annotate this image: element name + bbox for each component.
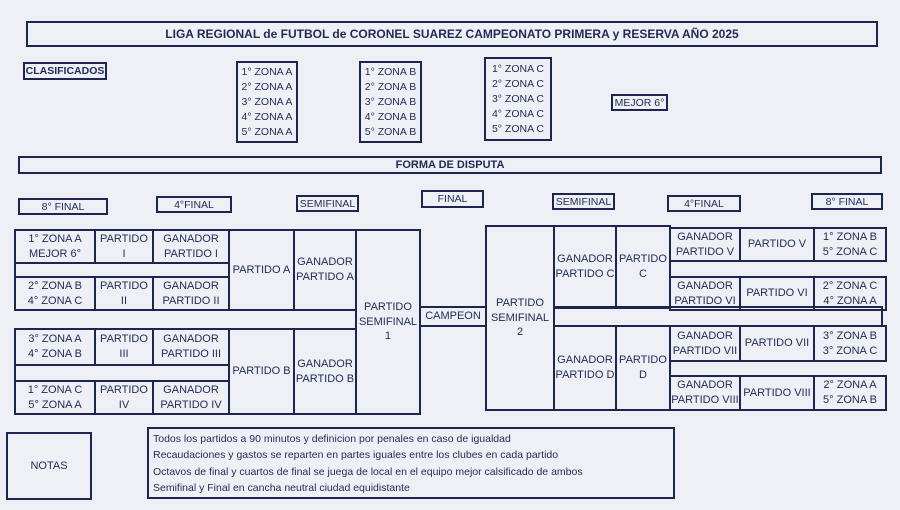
zona-a-item: 5° ZONA A [241,125,293,138]
ganador-label: GANADOR [163,279,219,292]
partido-number: C [639,268,647,280]
partido-number: II [120,294,128,307]
team-name: 3° ZONA A [28,333,82,346]
zona-a-list [236,61,298,143]
match-teams [14,229,96,264]
ganador-label: GANADOR [677,279,733,292]
partido-number: D [639,369,647,381]
page-title [26,21,878,47]
zona-b-item: 1° ZONA B [364,66,417,79]
partido-label: PARTIDO [100,232,148,245]
ganador-label: GANADOR [163,232,219,245]
ganador-partido-c [553,225,617,309]
ganador-label: GANADOR [297,357,353,370]
zona-c-list [484,57,552,141]
match-teams [813,375,887,411]
stage-label-text: 8° FINAL [41,200,85,213]
partido-label: PARTIDO [619,253,667,266]
semifinal-label: SEMIFINAL [358,315,418,328]
zona-c-item: 3° ZONA C [491,92,545,105]
partido-a-label: PARTIDO A [232,263,291,276]
team-name: 1° ZONA B [823,230,877,243]
zona-b-list [359,61,422,143]
match-teams [813,276,887,311]
ganador-ref: PARTIDO III [160,348,222,360]
team-name: 1° ZONA A [28,232,82,245]
partido-c [615,225,671,309]
partido-label: PARTIDO [100,383,148,396]
match-partido [94,229,154,264]
zona-c-item: 5° ZONA C [491,123,545,136]
ganador-ref: PARTIDO II [162,294,220,307]
partido-d [615,325,671,411]
partido-number: I [122,247,126,260]
match-teams [14,380,96,415]
partido-number: IV [118,398,130,411]
stage-label-semifinal-right [552,193,615,210]
ganador-ref: PARTIDO VI [674,294,736,307]
clasificados-label [23,62,107,80]
match-teams [813,227,887,262]
forma-disputa-bar [18,156,882,174]
stage-label-octavos-left [18,198,108,215]
ganador-partido-a [293,229,357,311]
clasificados-label-text: CLASIFICADOS [25,65,105,77]
campeon-box [419,306,487,327]
stage-label-cuartos-right [667,195,741,212]
ganador-ref: PARTIDO IV [160,398,222,411]
ganador-label: GANADOR [677,329,733,342]
forma-disputa-text: FORMA DE DISPUTA [395,159,505,171]
team-name: 5° ZONA B [823,394,877,406]
partido-semifinal-2 [485,225,555,411]
match-partido [94,380,154,415]
zona-c-item: 1° ZONA C [491,62,545,75]
notas-label: NOTAS [30,459,68,472]
stage-label-semifinal-left [296,195,359,212]
partido-b-label: PARTIDO B [232,365,291,378]
ganador-ref: PARTIDO I [164,247,218,260]
nota-item: Todos los partidos a 90 minutos y definicion por penales en caso de igualdad [153,433,511,445]
match-ganador [669,325,741,362]
page-title-text: LIGA REGIONAL de FUTBOL de CORONEL SUAREZ CAMPEONATO PRIMERA y RESERVA AÑO 2025 [165,27,739,41]
match-partido [739,227,815,262]
semifinal-label: PARTIDO [364,300,412,313]
team-name: 3° ZONA C [822,344,878,357]
semifinal-number: 1 [384,330,392,343]
partido-label: PARTIDO VI [746,287,808,300]
match-ganador [152,380,230,415]
zona-b-item: 2° ZONA B [364,81,417,94]
stage-label-octavos-right [811,193,883,210]
team-name: 4° ZONA A [823,294,877,307]
stage-label-text: FINAL [437,193,468,205]
ganador-ref: PARTIDO D [555,369,615,381]
ganador-label: GANADOR [557,253,613,266]
match-ganador [152,276,230,311]
ganador-ref: PARTIDO VIII [671,394,739,406]
team-name: 4° ZONA B [28,348,82,360]
team-name: MEJOR 6° [28,247,82,260]
ganador-label: GANADOR [163,333,219,346]
partido-label: PARTIDO VIII [743,386,811,399]
zona-b-item: 5° ZONA B [364,125,417,138]
ganador-ref: PARTIDO A [296,271,354,283]
match-ganador [152,229,230,264]
campeon-label: CAMPEON [425,310,481,323]
team-name: 3° ZONA B [823,329,877,342]
partido-a [228,229,295,311]
ganador-ref: PARTIDO B [295,372,355,385]
partido-label: PARTIDO VII [744,337,810,350]
zona-a-item: 4° ZONA A [241,110,293,123]
notas-label-box [6,432,92,500]
match-ganador [152,328,230,366]
ganador-partido-b [293,328,357,415]
partido-label: PARTIDO V [747,238,807,251]
ganador-partido-d [553,325,617,411]
stage-label-text: 8° FINAL [825,195,869,208]
team-name: 5° ZONA A [28,398,82,411]
team-name: 2° ZONA C [822,279,878,292]
team-name: 2° ZONA B [28,279,82,292]
zona-c-item: 2° ZONA C [491,77,545,90]
team-name: 1° ZONA C [27,383,83,396]
ganador-label: GANADOR [297,256,353,269]
stage-label-text: SEMIFINAL [555,195,612,208]
semifinal-label: PARTIDO [496,296,544,309]
match-teams [14,276,96,311]
notas-list [147,427,675,499]
match-teams [14,328,96,366]
partido-label: PARTIDO [100,279,148,292]
ganador-ref: PARTIDO V [675,245,735,258]
zona-a-item: 3° ZONA A [241,95,293,108]
semifinal-label: SEMIFINAL 2 [490,311,550,339]
team-name: 5° ZONA C [822,245,878,258]
ganador-label: GANADOR [557,354,613,367]
stage-label-text: SEMIFINAL [299,197,356,210]
match-partido [739,375,815,411]
ganador-label: GANADOR [677,230,733,243]
match-partido [94,328,154,366]
ganador-label: GANADOR [163,383,219,396]
nota-item: Octavos de final y cuartos de final se juega de local en el equipo mejor calsificado de ambos [153,465,583,478]
match-ganador [669,227,741,262]
zona-b-item: 4° ZONA B [364,110,417,123]
partido-label: PARTIDO [619,354,667,367]
ganador-ref: PARTIDO VII [672,344,738,357]
team-name: 4° ZONA C [27,294,83,307]
mejor-sexto-text: MEJOR 6° [614,96,665,109]
partido-b [228,328,295,415]
nota-item: Recaudaciones y gastos se reparten en partes iguales entre los clubes en cada partido [153,449,559,462]
stage-label-text: 4°FINAL [684,197,724,210]
partido-semifinal-1 [355,229,421,415]
stage-label-final [421,190,484,208]
team-name: 2° ZONA A [823,379,877,392]
match-partido [94,276,154,311]
stage-label-cuartos-left [156,196,232,213]
zona-c-item: 4° ZONA C [491,108,545,121]
match-ganador [669,276,741,311]
match-partido [739,325,815,362]
partido-label: PARTIDO [100,333,148,346]
zona-a-item: 1° ZONA A [241,66,293,79]
zona-b-item: 3° ZONA B [364,95,417,108]
stage-label-text: 4°FINAL [174,198,214,211]
match-teams [813,325,887,362]
zona-a-item: 2° ZONA A [241,81,293,94]
partido-number: III [119,348,129,360]
ganador-label: GANADOR [677,379,733,392]
match-partido [739,276,815,311]
ganador-ref: PARTIDO C [555,268,615,280]
match-ganador [669,375,741,411]
mejor-sexto-label [611,94,668,111]
nota-item: Semifinal y Final en cancha neutral ciudad equidistante [153,481,410,494]
